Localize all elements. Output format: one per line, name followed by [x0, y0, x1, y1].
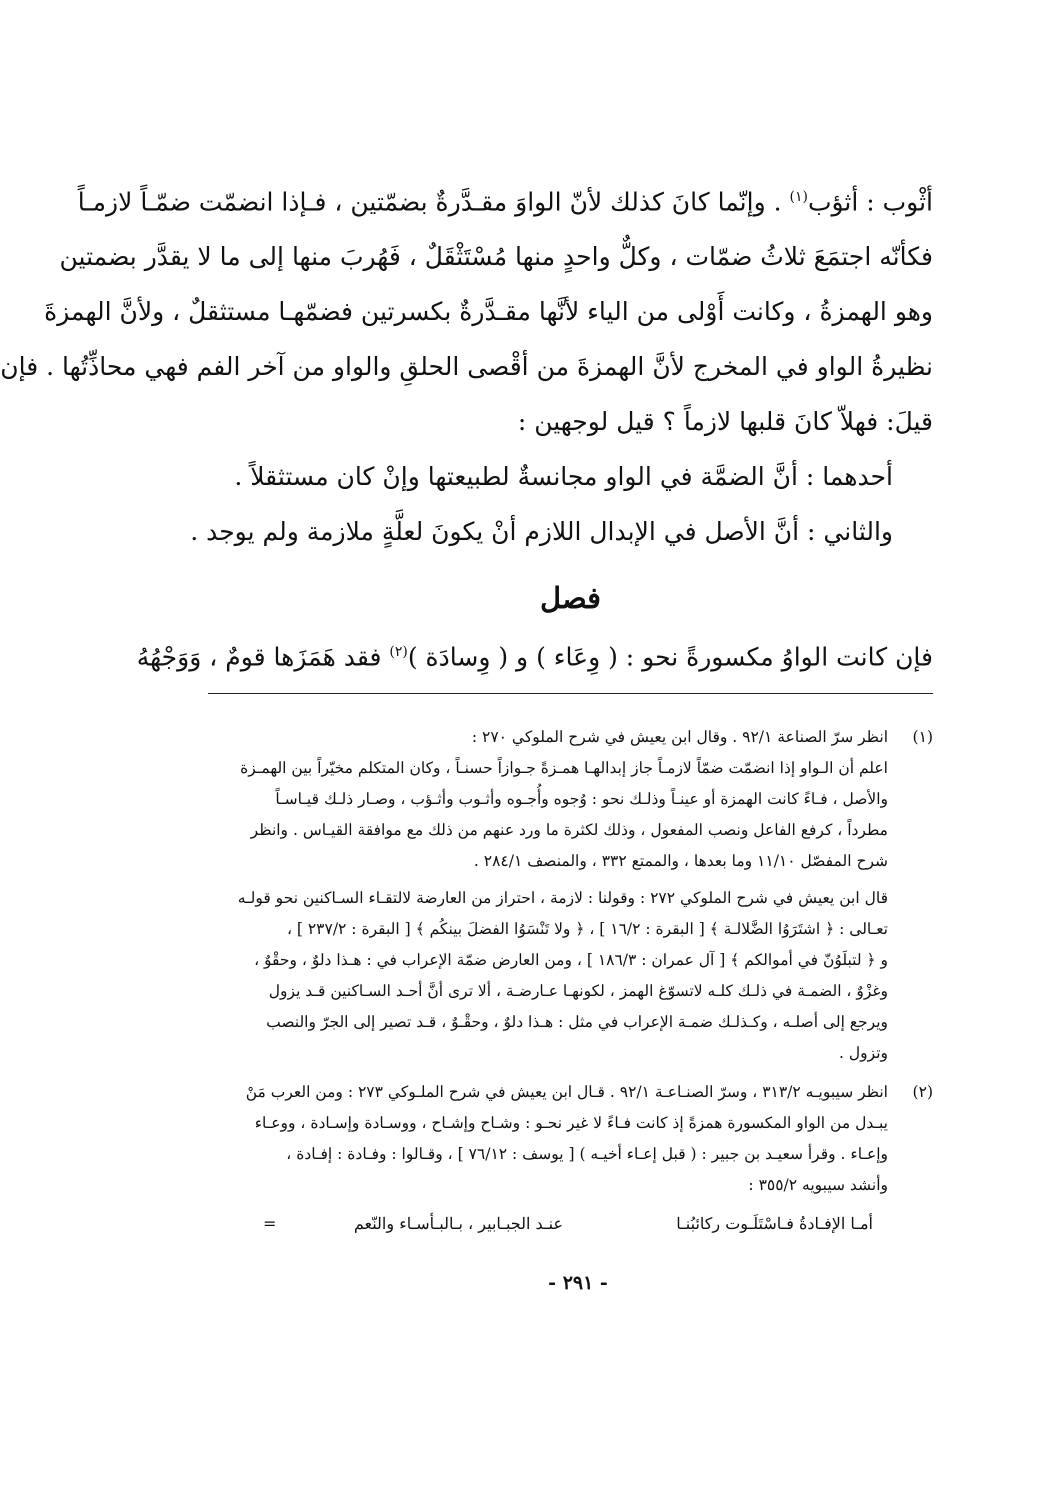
main-line-2: فكأنّه اجتمَعَ ثلاثُ ضمّات ، وكلٌّ واحدٍ منها مُسْتَثْقَلٌ ، فَهُربَ منها إلى ما لا يقدَّر بضمتين — [59, 242, 933, 272]
footnote-1 — [208, 722, 933, 1069]
footnote-ref-1[interactable]: (١) — [789, 189, 808, 205]
verse-first-hemistich: أمـا الإفـادةُ فـاسْتَلَـوت ركائبُنـا — [676, 1213, 873, 1233]
main-line-3: وهو الهمزةُ ، وكانت أَوْلى من الياء لأنَّها مقـدَّرةٌ بكسرتين فضمّهـا مستثقلٌ ، ولأنَّ الهمزةَ — [44, 297, 933, 327]
footnote-ref-2[interactable]: (٢) — [389, 644, 408, 661]
footnote-line: يبـدل من الواو المكسورة همزةً إذ كانت فـاءً لا غير نحـو : وشـاح وإشـاح ، ووسـادة وإسـادة ، ووعـاء — [254, 1113, 888, 1132]
footnote-line: شرح المفصّل ١١/١٠ وما بعدها ، والممتع ٣٣٢ ، والمنصف ٢٨٤/١ . — [473, 851, 888, 870]
footnote-number: (٢) — [912, 1082, 933, 1101]
footnote-line: وإعـاء . وقرأ سعيـد بن جبير : ( قبل إعـاء أخيـه ) [ يوسف : ٧٦/١٢ ] ، وقـالوا : وفـادة : إفـادة ، — [286, 1144, 888, 1163]
footnote-line: اعلم أن الـواو إذا انضمّت ضمّاً لازمـاً جاز إبدالهـا همـزةً جـوازاً حسنـاً ، وكان المتكلم مخيّراً بين الهمـزة — [240, 758, 888, 777]
main-line-1-end: . وإنّما كانَ كذلك لأنّ الواوَ مقـدَّرةٌ بضمّتين ، فـإذا انضمّت ضمّـاً لازمـاً — [77, 187, 790, 217]
section-line-end: فقد هَمَزَها قومٌ ، وَوَجْهُهُ — [136, 642, 390, 672]
footnote-line: وتزول . — [839, 1043, 888, 1062]
page-content — [0, 170, 933, 1239]
page-number: - ٢٩١ - — [548, 1272, 608, 1294]
footnotes — [208, 722, 933, 1239]
section-line-start: فإن كانت الواوُ مكسورةً نحو : ( وِعَاء ) و ( وِسادَة ) — [407, 642, 933, 672]
footnote-line: و ﴿ لتبلَوُنّ في أموالكم ﴾ [ آل عمران : ١٨٦/٣ ] ، ومن العارض ضمّة الإعراب في : هـذا دلوٌ ، وحقْوٌ ، — [254, 950, 888, 969]
first-reason: أحدهما : أنَّ الضمَّة في الواو مجانسةٌ لطبيعتها وإنْ كان مستثقلاً . — [234, 462, 893, 492]
footnote-line: وأنشد سيبويه ٣٥٥/٢ : — [748, 1175, 888, 1194]
main-line-1 — [77, 170, 933, 229]
second-reason: والثاني : أنَّ الأصل في الإبدال اللازم أنْ يكونَ لعلَّةٍ ملازمة ولم يوجد . — [190, 517, 893, 547]
main-line-4: نظيرةُ الواو في المخرج لأنَّ الهمزةَ من أقْصى الحلقِ والواو من آخر الفم فهي محاذِّتُها . فإن — [0, 352, 933, 382]
footnote-body — [208, 722, 888, 1069]
footnote-line: ويرجع إلى أصلـه ، وكـذلـك ضمـة الإعراب في مثل : هـذا دلوٌ ، وحقْـوٌ ، قـد تصير إلى الجرّ والنصب — [266, 1012, 888, 1031]
verse-second-hemistich: عنـد الجبـابير ، بـالبـأسـاء والنّعم — [353, 1213, 563, 1233]
footnote-2 — [208, 1077, 933, 1201]
footnote-number: (١) — [912, 727, 933, 746]
footnote-line: انظر سرّ الصناعة ٩٢/١ . وقال ابن يعيش في شرح الملوكي ٢٧٠ : — [471, 727, 888, 746]
main-paragraph — [0, 170, 933, 449]
footnote-body — [208, 1077, 888, 1201]
footnote-divider — [208, 693, 933, 694]
footnote-line: قال ابن يعيش في شرح الملوكي ٢٧٢ : وقولنا : لازمة ، احتراز من العارضة لالتقـاء السـاكنين نحو قولـه — [237, 888, 888, 907]
main-line-1-start: أثْوب : أثؤب — [807, 187, 933, 217]
footnote-line: انظر سيبويـه ٣١٣/٢ ، وسرّ الصنـاعـة ٩٢/١ . قـال ابن يعيش في شرح الملـوكي ٢٧٣ : ومن العرب مَنْ — [245, 1082, 888, 1101]
section-title: فصل — [540, 581, 601, 616]
footnote-paragraph-2 — [208, 883, 888, 1069]
footnote-line: وغزْوٌ ، الضمـة في ذلـك كلـه لاتسوّغ الهمز ، لكونهـا عـارضـة ، ألا ترى أنَّ أحـد السـاكنين قـد يزول — [268, 981, 888, 1000]
footnote-line: مطرداً ، كرفع الفاعل ونصب المفعول ، وذلك لكثرة ما ورد عنهم من ذلك مع موافقة القيـاس . وانظر — [250, 820, 888, 839]
section-first-line — [136, 625, 933, 684]
footnote-line: والأصل ، فـاءً كانت الهمزة أو عينـاً وذلـك نحو : وُجوه وأُجـوه وأثـوب وأثـؤب ، وصـار ذلـك قيـاسـاً — [275, 789, 888, 808]
main-line-5: قيلَ: فهلاّ كانَ قلبها لازماً ؟ قيل لوجهين : — [517, 407, 933, 437]
poetry-verse — [208, 1209, 933, 1239]
footnote-line: تعـالى : ﴿ اشتَرَوُا الضَّلالـة ﴾ [ البقرة : ١٦/٢ ] ، ﴿ ولا تَنْسَوُا الفضلَ بينكُم ﴾ [ البقرة : ٢٣٧/٢ ] ، — [286, 919, 888, 938]
continuation-mark: = — [263, 1213, 277, 1233]
